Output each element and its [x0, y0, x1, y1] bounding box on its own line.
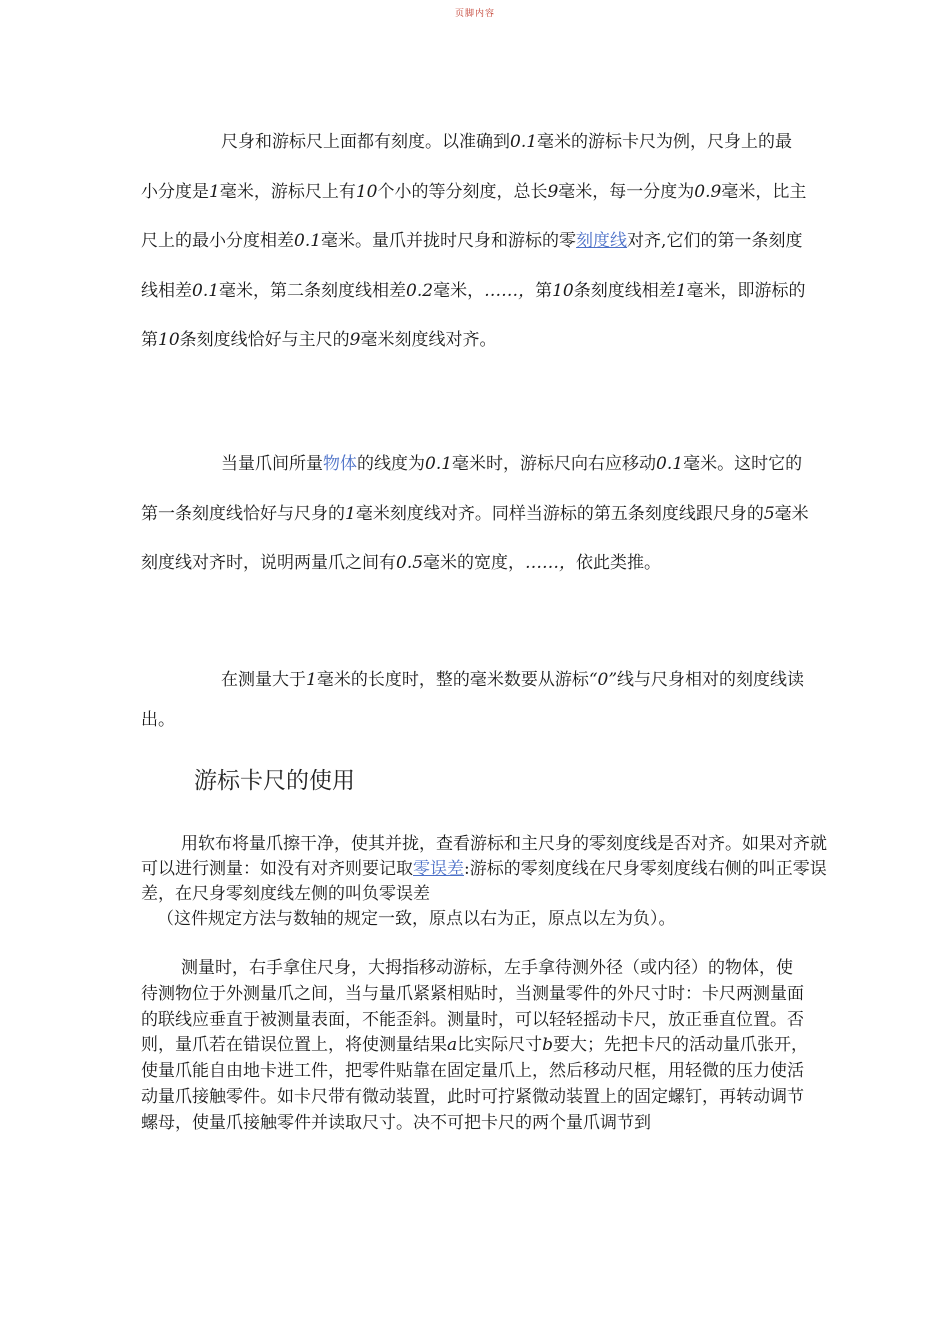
link-object[interactable]: 物体 [323, 454, 357, 474]
link-scale-line[interactable]: 刻度线 [576, 231, 628, 252]
paragraph-zero-error: 用软布将量爪擦干净，使其并拢，查看游标和主尺身的零刻度线是否对齐。如果对齐就可以进行测量：如没有对齐则要记取零误差:游标的零刻度线在尺身零刻度线右侧的叫正零误差，在尺身零刻度线左侧的叫负零误差 （这件规定方法与数轴的规定一致，原点以右为正，原点以左为负）。 [141, 834, 827, 929]
section-heading: 游标卡尺的使用 [194, 768, 355, 794]
paragraph-large-length: 在测量大于1毫米的长度时，整的毫米数要从游标“0”线与尺身相对的刻度线读出。 [141, 670, 805, 730]
paragraph-scale-intro: 尺身和游标尺上面都有刻度。以准确到0.1毫米的游标卡尺为例，尺身上的最小分度是1毫米，游标尺上有10个小的等分刻度，总长9毫米，每一分度为0.9毫米，比主尺上的最小分度相差0.1毫米。量爪并拢时尺身和游标的零刻度线对齐,它们的第一条刻度线相差0.1毫米，第二条刻度线相差0.2毫米，……，第10条刻度线相差1毫米，即游标的第10条刻度线恰好与主尺的9毫米刻度线对齐。 [141, 132, 807, 351]
page-header-label: 页脚内容 [454, 9, 495, 19]
paragraph-measuring-method: 测量时，右手拿住尺身，大拇指移动游标，左手拿待测外径（或内径）的物体，使待测物位于外测量爪之间，当与量爪紧紧相贴时，当测量零件的外尺寸时：卡尺两测量面的联线应垂直于被测量表面，不能歪斜。测量时，可以轻轻摇动卡尺，放正垂直位置。否则，量爪若在错误位置上，将使测量结果a比实际尺寸b要大；先把卡尺的活动量爪张开，使量爪能自由地卡进工件，把零件贴靠在固定量爪上，然后移动尺框，用轻微的压力使活动量爪接触零件。如卡尺带有微动装置，此时可拧紧微动装置上的固定螺钉，再转动调节螺母，使量爪接触零件并读取尺寸。决不可把卡尺的两个量爪调节到 [141, 958, 809, 1133]
link-zero-error[interactable]: 零误差 [413, 859, 464, 879]
paragraph-measure-movement: 当量爪间所量物体的线度为0.1毫米时，游标尺向右应移动0.1毫米。这时它的第一条刻度线恰好与尺身的1毫米刻度线对齐。同样当游标的第五条刻度线跟尺身的5毫米刻度线对齐时，说明两量爪之间有0.5毫米的宽度，……，依此类推。 [141, 454, 809, 574]
